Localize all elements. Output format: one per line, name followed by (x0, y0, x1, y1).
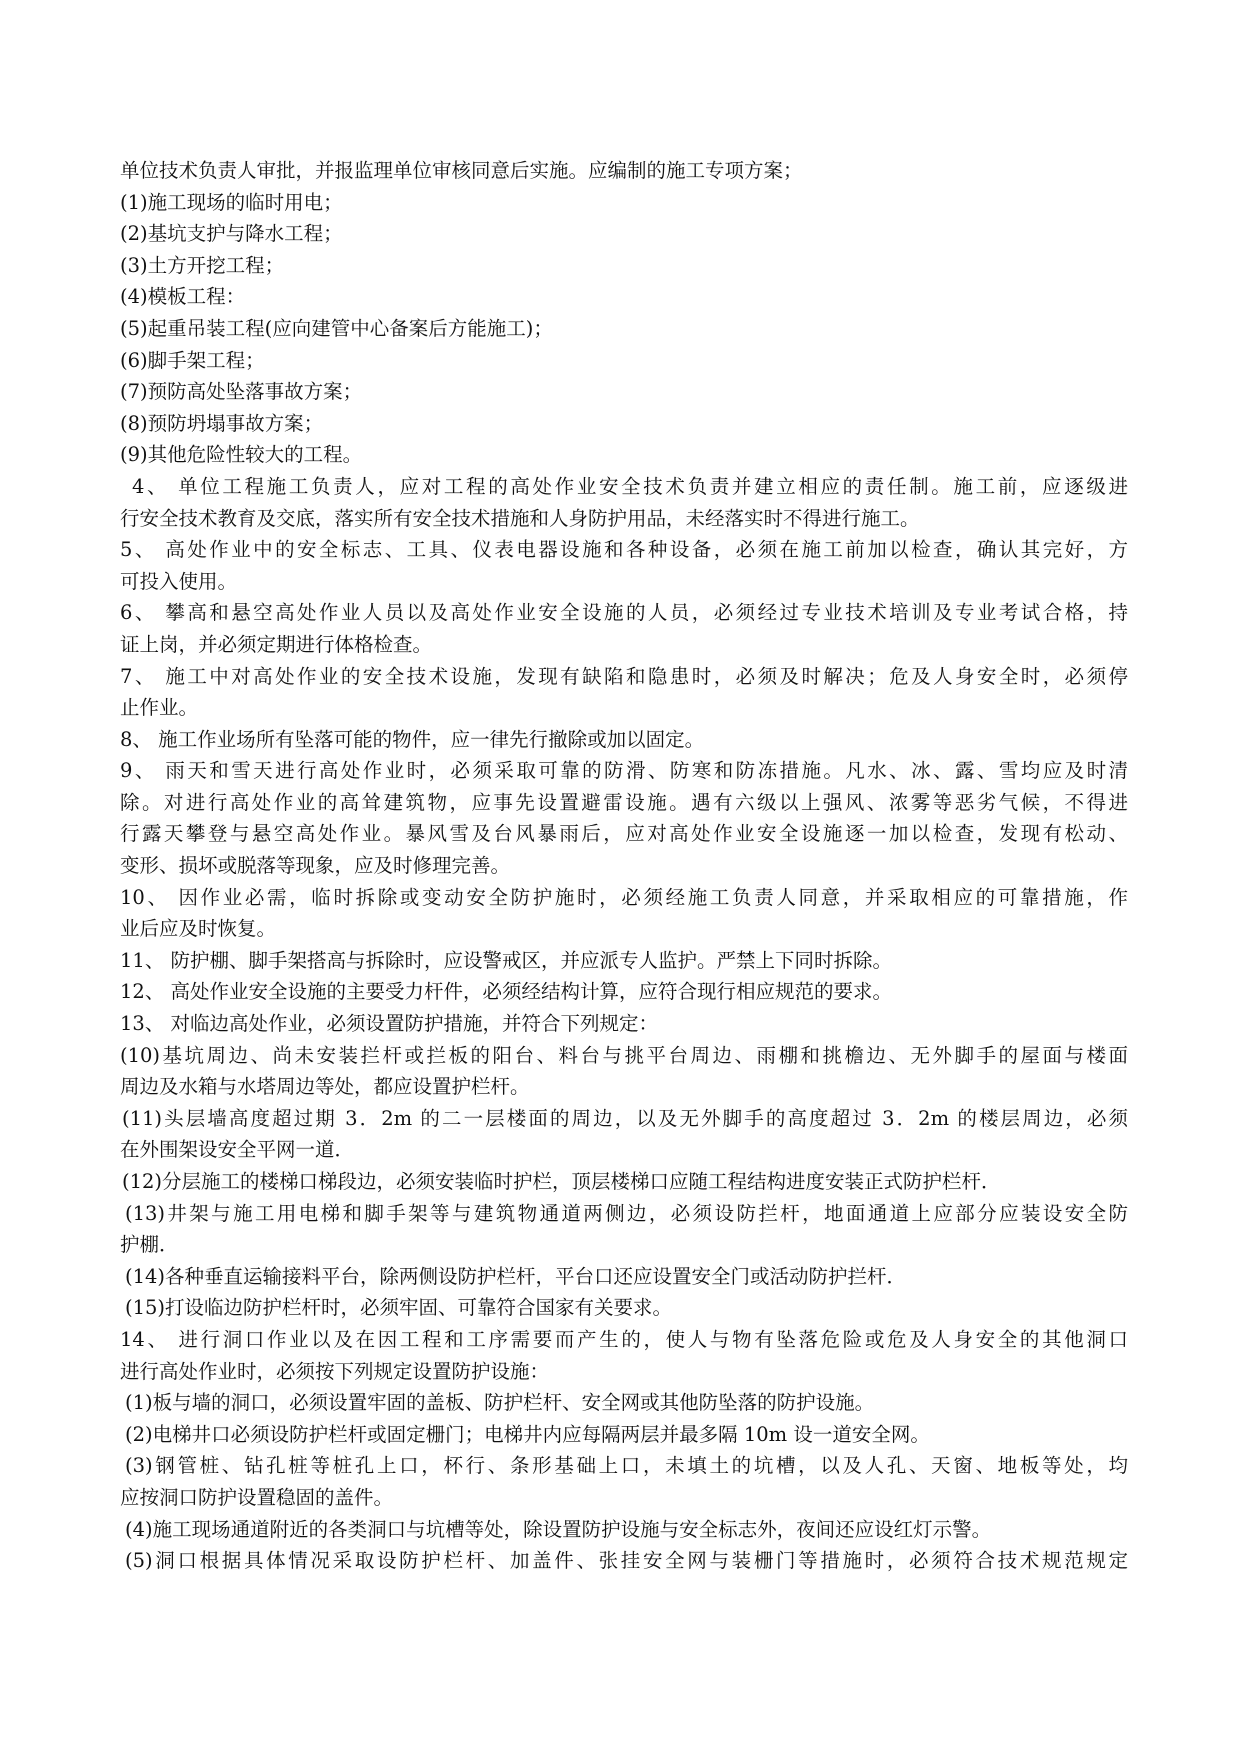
list-item-3: (3)土方开挖工程； (120, 253, 285, 277)
paragraph-12: 12、 高处作业安全设施的主要受力杆件，必须经结构计算，应符合现行相应规范的要求。 (120, 980, 893, 1004)
paragraph-9-line-2: 除。对进行高处作业的高耸建筑物，应事先设置避雷设施。遇有六级以上强风、浓雾等恶劣气候，不得进 (120, 790, 1128, 814)
rule-15: (15)打设临边防护栏杆时，必须牢固、可靠符合国家有关要求。 (125, 1296, 673, 1320)
paragraph-11: 11、 防护棚、脚手架搭高与拆除时，应设警戒区，并应派专人监护。严禁上下同时拆除。 (120, 948, 893, 972)
paragraph-8: 8、 施工作业场所有坠落可能的物件，应一律先行撤除或加以固定。 (120, 727, 705, 751)
paragraph-14-line-2: 进行高处作业时，必须按下列规定设置防护设施： (120, 1359, 550, 1383)
hole-rule-5: (5)洞口根据具体情况采取设防护栏杆、加盖件、张挂安全网与装栅门等措施时，必须符合技术规范规定 (125, 1549, 1128, 1573)
paragraph-6-line-1: 6、 攀高和悬空高处作业人员以及高处作业安全设施的人员，必须经过专业技术培训及专业考试合格，持 (120, 601, 1128, 625)
paragraph-4-line-2: 行安全技术教育及交底，落实所有安全技术措施和人身防护用品，未经落实时不得进行施工。 (120, 506, 920, 530)
list-item-7: (7)预防高处坠落事故方案； (120, 380, 363, 404)
hole-rule-1: (1)板与墙的洞口，必须设置牢固的盖板、防护栏杆、安全网或其他防坠落的防护设施。 (125, 1391, 875, 1415)
paragraph-6-line-2: 证上岗，并必须定期进行体格检查。 (120, 632, 433, 656)
rule-13-line-1: (13)井架与施工用电梯和脚手架等与建筑物通道两侧边，必须设防拦杆，地面通道上应部分应装设安全防 (125, 1201, 1128, 1225)
paragraph-9-line-1: 9、 雨天和雪天进行高处作业时，必须采取可靠的防滑、防寒和防冻措施。凡水、冰、露、雪均应及时清 (120, 759, 1128, 783)
list-item-5: (5)起重吊装工程(应向建管中心备案后方能施工)； (120, 316, 553, 340)
rule-11-line-2: 在外围架设安全平网一道． (120, 1138, 355, 1162)
paragraph-5-line-2: 可投入使用。 (120, 569, 238, 593)
paragraph-7-line-1: 7、 施工中对高处作业的安全技术设施，发现有缺陷和隐患时，必须及时解决；危及人身安全时，必须停 (120, 664, 1128, 688)
hole-rule-3-line-2: 应按洞口防护设置稳固的盖件。 (120, 1485, 394, 1509)
paragraph-10-line-1: 10、 因作业必需，临时拆除或变动安全防护施时，必须经施工负责人同意，并采取相应的可靠措施，作 (120, 885, 1128, 909)
rule-10-line-1: (10)基坑周边、尚未安装拦杆或拦板的阳台、料台与挑平台周边、雨棚和挑檐边、无外脚手的屋面与楼面 (120, 1043, 1128, 1067)
hole-rule-2: (2)电梯井口必须设防护栏杆或固定栅门；电梯井内应每隔两层并最多隔 10m 设一道安全网。 (125, 1422, 930, 1446)
rule-10-line-2: 周边及水箱与水塔周边等处，都应设置护栏杆。 (120, 1075, 530, 1099)
document-body (120, 155, 1128, 1577)
paragraph-13: 13、 对临边高处作业，必须设置防护措施，并符合下列规定： (120, 1012, 659, 1036)
hole-rule-4: (4)施工现场通道附近的各类洞口与坑槽等处，除设置防护设施与安全标志外，夜间还应设红灯示警。 (125, 1517, 992, 1541)
hole-rule-3-line-1: (3)钢管桩、钻孔桩等桩孔上口，杯行、条形基础上口，未填土的坑槽，以及人孔、天窗、地板等处，均 (125, 1454, 1128, 1478)
paragraph-4-line-1: 4、 单位工程施工负责人，应对工程的高处作业安全技术负责并建立相应的责任制。施工前，应逐级进 (132, 474, 1128, 498)
paragraph-9-line-4: 变形、损坏或脱落等现象，应及时修理完善。 (120, 854, 511, 878)
paragraph-5-line-1: 5、 高处作业中的安全标志、工具、仪表电器设施和各种设备，必须在施工前加以检查，确认其完好，方 (120, 538, 1128, 562)
paragraph-9-line-3: 行露天攀登与悬空高处作业。暴风雪及台风暴雨后，应对高处作业安全设施逐一加以检查，发现有松动、 (120, 822, 1128, 846)
list-item-8: (8)预防坍塌事故方案； (120, 411, 324, 435)
rule-11-line-1: (11)头层墙高度超过期 3．2m 的二一层楼面的周边，以及无外脚手的高度超过 3．2m 的楼层周边，必须 (122, 1106, 1128, 1130)
paragraph-7-line-2: 止作业。 (120, 696, 199, 720)
list-item-2: (2)基坑支护与降水工程； (120, 222, 343, 246)
paragraph-10-line-2: 业后应及时恢复。 (120, 917, 277, 941)
list-item-4: (4)模板工程： (120, 285, 246, 309)
text-line-1: 单位技术负责人审批，并报监理单位审核同意后实施。应编制的施工专项方案； (120, 159, 803, 182)
list-item-6: (6)脚手架工程； (120, 348, 265, 372)
rule-14: (14)各种垂直运输接料平台，除两侧设防护栏杆，平台口还应设置安全门或活动防护拦杆． (125, 1264, 907, 1288)
rule-12: (12)分层施工的楼梯口梯段边，必须安装临时护栏，顶层楼梯口应随工程结构进度安装正式防护栏杆． (122, 1170, 1001, 1193)
rule-13-line-2: 护棚． (120, 1233, 179, 1257)
paragraph-14-line-1: 14、 进行洞口作业以及在因工程和工序需要而产生的，使人与物有坠落危险或危及人身安全的其他洞口 (120, 1327, 1128, 1351)
list-item-1: (1)施工现场的临时用电； (120, 190, 343, 214)
list-item-9: (9)其他危险性较大的工程。 (120, 443, 363, 467)
